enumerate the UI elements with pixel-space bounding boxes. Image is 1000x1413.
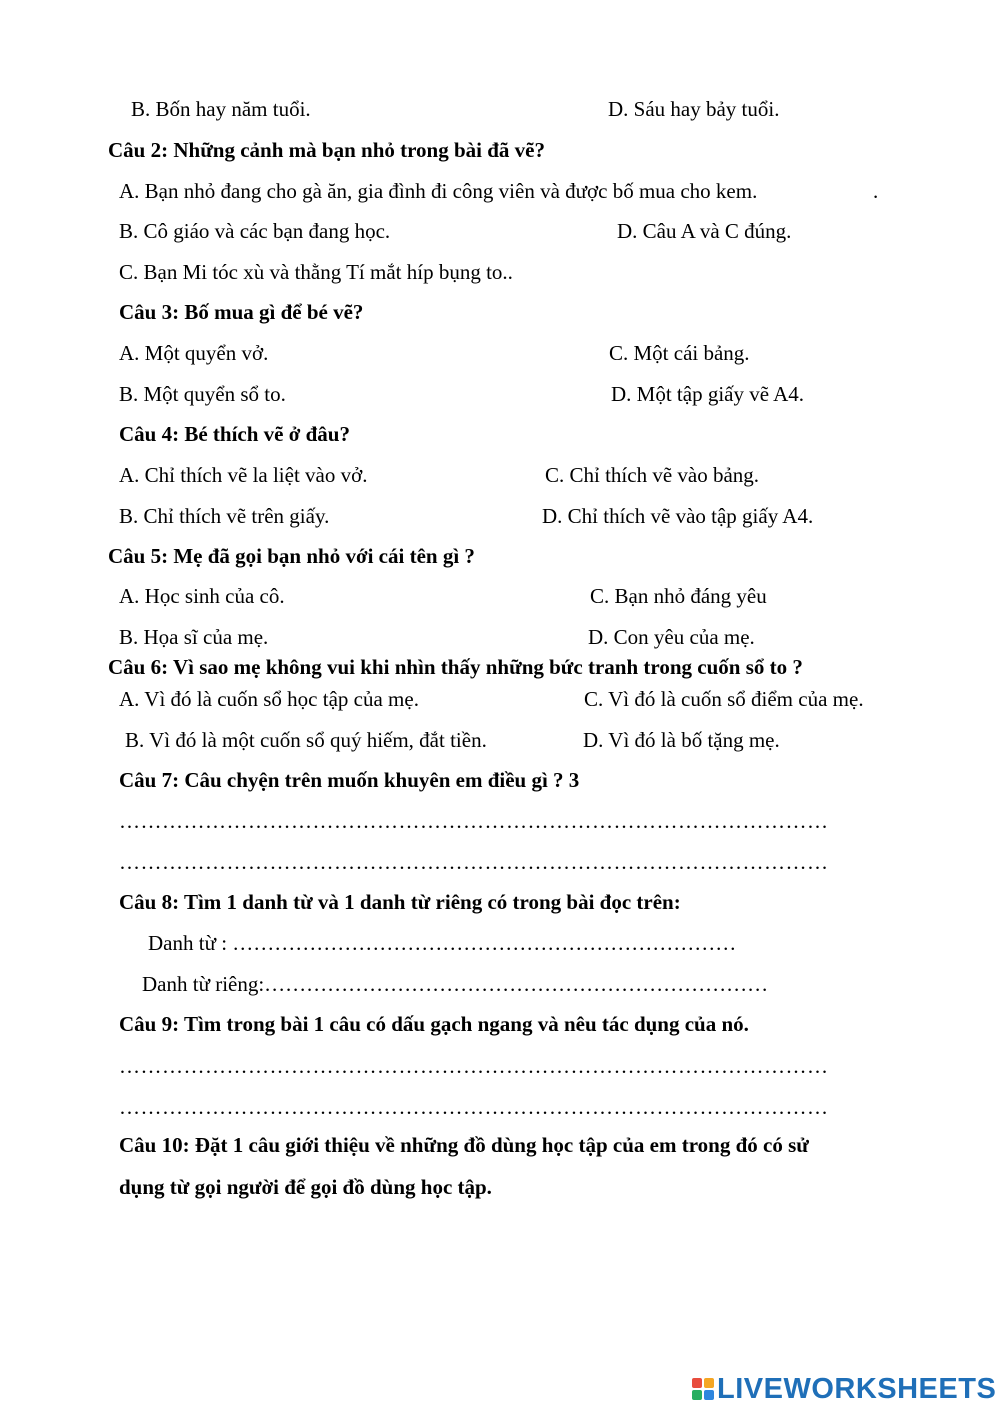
q3-option-d: D. Một tập giấy vẽ A4. — [611, 382, 805, 406]
q2-option-d: D. Câu A và C đúng. — [617, 219, 792, 243]
q3-option-c: C. Một cái bảng. — [609, 341, 750, 365]
q4-option-b: B. Chỉ thích vẽ trên giấy. — [119, 504, 330, 528]
q2-question — [108, 140, 545, 161]
q7-answer-line-2[interactable]: ……………………………………………………………………………………… — [119, 850, 829, 874]
q6-option-c: C. Vì đó là cuốn sổ điểm của mẹ. — [584, 687, 864, 711]
liveworksheets-brand — [692, 1374, 996, 1404]
q1-option-b: B. Bốn hay năm tuổi. — [131, 97, 311, 121]
q5-option-b: B. Họa sĩ của mẹ. — [119, 625, 269, 649]
q1-option-d: D. Sáu hay bảy tuổi. — [608, 97, 780, 121]
q3-text: : Bố mua gì để bé vẽ? — [172, 300, 364, 324]
q6-option-d: D. Vì đó là bố tặng mẹ. — [583, 728, 780, 752]
q9-answer-line-2[interactable]: ……………………………………………………………………………………… — [119, 1095, 829, 1119]
q2-text: : Những cảnh mà bạn nhỏ trong bài đã vẽ? — [161, 138, 545, 162]
q2-trailing-dot: . — [873, 179, 879, 203]
q8-noun-line[interactable]: Danh từ : ……………………………………………………………… — [148, 931, 737, 955]
q4-option-d: D. Chỉ thích vẽ vào tập giấy A4. — [542, 504, 814, 528]
q4-option-c: C. Chỉ thích vẽ vào bảng. — [545, 463, 760, 487]
q5-question: Câu 5: Mẹ đã gọi bạn nhỏ với cái tên gì ? — [108, 544, 475, 568]
q5-option-a: A. Học sinh của cô. — [119, 584, 285, 608]
q2-label: Câu 2 — [108, 138, 162, 162]
q3-option-a: A. Một quyển vở. — [119, 341, 269, 365]
q6-question: Câu 6: Vì sao mẹ không vui khi nhìn thấy những bức tranh trong cuốn sổ to ? — [108, 655, 803, 679]
q2-option-a: A. Bạn nhỏ đang cho gà ăn, gia đình đi công viên và được bố mua cho kem. — [119, 179, 758, 203]
q7-question: Câu 7: Câu chyện trên muốn khuyên em điều gì ? 3 — [119, 768, 580, 792]
q3-question — [119, 302, 363, 323]
q4-option-a: A. Chỉ thích vẽ la liệt vào vở. — [119, 463, 368, 487]
q7-answer-line-1[interactable]: ……………………………………………………………………………………… — [119, 809, 829, 833]
liveworksheets-brand-text: LIVEWORKSHEETS — [717, 1372, 997, 1405]
q8-question: Câu 8: Tìm 1 danh từ và 1 danh từ riêng có trong bài đọc trên: — [119, 890, 681, 914]
q9-question: Câu 9: Tìm trong bài 1 câu có dấu gạch ngang và nêu tác dụng của nó. — [119, 1012, 749, 1036]
q3-label: Câu 3 — [119, 300, 173, 324]
q8-proper-noun-line[interactable]: Danh từ riêng:……………………………………………………………… — [142, 972, 769, 996]
q4-question: Câu 4: Bé thích vẽ ở đâu? — [119, 422, 350, 446]
q2-option-b: B. Cô giáo và các bạn đang học. — [119, 219, 391, 243]
q10-question-line-1: Câu 10: Đặt 1 câu giới thiệu về những đồ dùng học tập của em trong đó có sử — [119, 1133, 809, 1157]
q5-option-c: C. Bạn nhỏ đáng yêu — [590, 584, 767, 608]
q6-option-b: B. Vì đó là một cuốn sổ quý hiếm, đắt tiền. — [125, 728, 487, 752]
q10-question-line-2: dụng từ gọi người để gọi đồ dùng học tập. — [119, 1175, 492, 1199]
q6-option-a: A. Vì đó là cuốn sổ học tập của mẹ. — [119, 687, 419, 711]
q3-option-b: B. Một quyển sổ to. — [119, 382, 286, 406]
q2-option-c: C. Bạn Mi tóc xù và thằng Tí mắt híp bụng to.. — [119, 260, 513, 284]
q9-answer-line-1[interactable]: ……………………………………………………………………………………… — [119, 1054, 829, 1078]
q5-option-d: D. Con yêu của mẹ. — [588, 625, 755, 649]
liveworksheets-logo-icon — [692, 1378, 714, 1400]
